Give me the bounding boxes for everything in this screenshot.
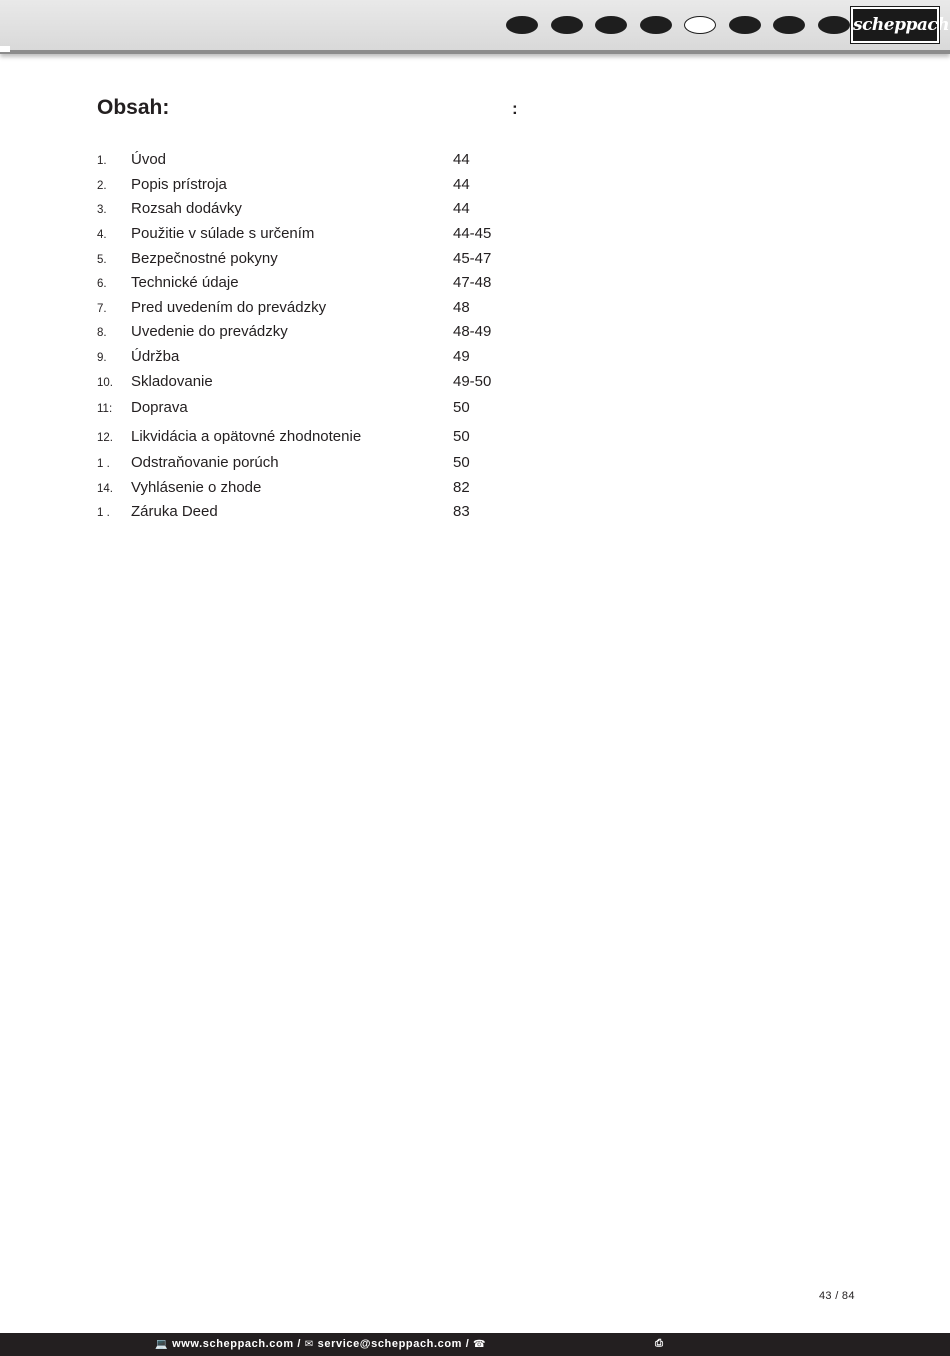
language-dot	[773, 16, 805, 34]
toc-page: 50	[453, 428, 470, 445]
page-footer	[0, 1333, 950, 1356]
toc-label: Popis prístroja	[131, 176, 227, 193]
toc-page: 44	[453, 200, 470, 217]
toc-label: Záruka Deed	[131, 503, 218, 520]
toc-row	[97, 151, 597, 171]
toc-page: 48-49	[453, 323, 492, 340]
toc-row	[97, 323, 597, 343]
toc-number: 6.	[97, 278, 107, 290]
toc-row	[97, 299, 597, 319]
toc-page: 44-45	[453, 225, 492, 242]
page-number: 43 / 84	[819, 1290, 855, 1302]
toc-page: 47-48	[453, 274, 492, 291]
toc-page: 45-47	[453, 250, 492, 267]
toc-row	[97, 399, 597, 419]
scheppach-logo: scheppach	[851, 7, 939, 43]
toc-label: Skladovanie	[131, 373, 213, 390]
toc-row	[97, 348, 597, 368]
toc-row	[97, 479, 597, 499]
toc-number: 1 .	[97, 458, 110, 470]
toc-page: 50	[453, 399, 470, 416]
toc-number: 1 .	[97, 507, 110, 519]
table-of-contents	[97, 0, 597, 530]
toc-label: Odstraňovanie porúch	[131, 454, 279, 471]
toc-number: 2.	[97, 180, 107, 192]
language-dot	[818, 16, 850, 34]
toc-number: 10.	[97, 377, 113, 389]
language-dot	[595, 16, 627, 34]
toc-page: 49	[453, 348, 470, 365]
computer-icon: 💻	[155, 1339, 169, 1350]
footer-email: service@scheppach.com /	[317, 1338, 470, 1350]
toc-label: Vyhlásenie o zhode	[131, 479, 262, 496]
toc-number: 1.	[97, 155, 107, 167]
toc-row	[97, 373, 597, 393]
toc-page: 49-50	[453, 373, 492, 390]
toc-page: 82	[453, 479, 470, 496]
toc-row	[97, 250, 597, 270]
toc-page: 83	[453, 503, 470, 520]
language-dot	[684, 16, 716, 34]
toc-row	[97, 274, 597, 294]
toc-number: 4.	[97, 229, 107, 241]
toc-number: 7.	[97, 303, 107, 315]
toc-label: Pred uvedením do prevádzky	[131, 299, 327, 316]
toc-row	[97, 200, 597, 220]
toc-row	[97, 225, 597, 245]
toc-number: 9.	[97, 352, 107, 364]
toc-page: 44	[453, 151, 470, 168]
envelope-icon: ✉	[304, 1339, 314, 1350]
toc-label: Uvedenie do prevádzky	[131, 323, 288, 340]
phone-icon: ☎	[473, 1339, 487, 1350]
toc-number: 3.	[97, 204, 107, 216]
toc-row	[97, 428, 597, 448]
toc-label: Bezpečnostné pokyny	[131, 250, 278, 267]
toc-label: Likvidácia a opätovné zhodnotenie	[131, 428, 362, 445]
language-dot	[640, 16, 672, 34]
toc-row	[97, 454, 597, 474]
toc-number: 5.	[97, 254, 107, 266]
toc-label: Rozsah dodávky	[131, 200, 242, 217]
toc-page: 48	[453, 299, 470, 316]
footer-website: www.scheppach.com /	[172, 1338, 302, 1350]
header-notch	[0, 46, 10, 52]
title-colon: :	[512, 99, 518, 118]
toc-page: 44	[453, 176, 470, 193]
language-dot	[729, 16, 761, 34]
toc-row	[97, 503, 597, 523]
toc-number: 11:	[97, 403, 113, 415]
toc-label: Technické údaje	[131, 274, 239, 291]
toc-page: 50	[453, 454, 470, 471]
toc-label: Doprava	[131, 399, 188, 416]
toc-number: 8.	[97, 327, 107, 339]
footer-contact	[155, 1338, 490, 1350]
toc-number: 14.	[97, 483, 113, 495]
toc-label: Použitie v súlade s určením	[131, 225, 315, 242]
toc-number: 12.	[97, 432, 113, 444]
printer-icon: ⎙	[655, 1338, 664, 1349]
toc-label: Úvod	[131, 151, 167, 168]
page-title: Obsah:	[97, 96, 170, 119]
toc-row	[97, 176, 597, 196]
toc-label: Údržba	[131, 348, 180, 365]
